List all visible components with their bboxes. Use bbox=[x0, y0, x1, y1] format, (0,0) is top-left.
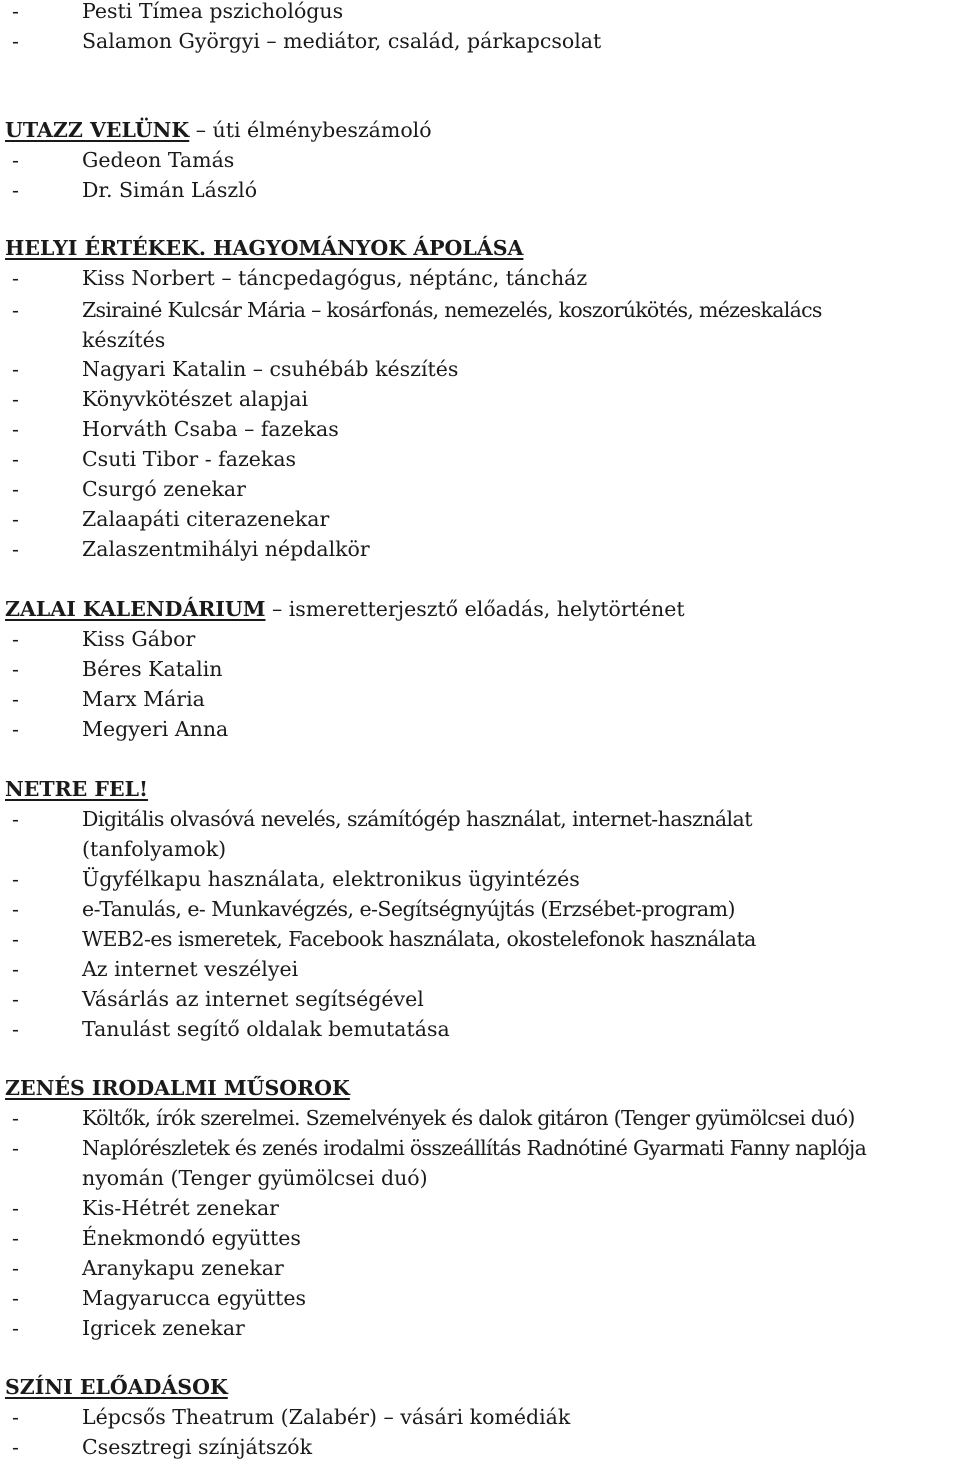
list-item-text: Csuti Tibor - fazekas bbox=[82, 447, 297, 471]
list-item-text: Magyarucca együttes bbox=[82, 1286, 307, 1310]
bullet-dash: - bbox=[12, 1196, 19, 1220]
list-item-text: Megyeri Anna bbox=[82, 717, 229, 741]
bullet-dash: - bbox=[12, 1226, 19, 1250]
bullet-dash: - bbox=[12, 148, 19, 172]
list-item-text: e-Tanulás, e- Munkavégzés, e-Segítségnyújtás (Erzsébet-program) bbox=[82, 897, 735, 921]
list-item-text: Tanulást segítő oldalak bemutatása bbox=[82, 1017, 450, 1041]
bullet-dash: - bbox=[12, 1435, 19, 1459]
list-item-text: Nagyari Katalin – csuhébáb készítés bbox=[82, 357, 459, 381]
bullet-dash: - bbox=[12, 447, 19, 471]
bullet-dash: - bbox=[12, 298, 19, 322]
section-title: ZENÉS IRODALMI MŰSOROK bbox=[5, 1076, 350, 1100]
list-item-text: Béres Katalin bbox=[82, 657, 223, 681]
bullet-dash: - bbox=[12, 1316, 19, 1340]
list-item-text: Kiss Norbert – táncpedagógus, néptánc, táncház bbox=[82, 266, 588, 290]
bullet-dash: - bbox=[12, 178, 19, 202]
bullet-dash: - bbox=[12, 477, 19, 501]
list-item-text: Naplórészletek és zenés irodalmi összeállítás Radnótiné Gyarmati Fanny naplója bbox=[82, 1136, 867, 1160]
bullet-dash: - bbox=[12, 1136, 19, 1160]
bullet-dash: - bbox=[12, 266, 19, 290]
list-item-text: nyomán (Tenger gyümölcsei duó) bbox=[82, 1166, 428, 1190]
list-item-text: Marx Mária bbox=[82, 687, 205, 711]
bullet-dash: - bbox=[12, 357, 19, 381]
list-item-text: Kiss Gábor bbox=[82, 627, 196, 651]
bullet-dash: - bbox=[12, 1256, 19, 1280]
list-item-text: Csesztregi színjátszók bbox=[82, 1435, 313, 1459]
bullet-dash: - bbox=[12, 29, 19, 53]
bullet-dash: - bbox=[12, 687, 19, 711]
list-item-text: Aranykapu zenekar bbox=[82, 1256, 284, 1280]
section-subtitle: – úti élménybeszámoló bbox=[189, 118, 432, 142]
list-item-text: Igricek zenekar bbox=[82, 1316, 245, 1340]
list-item-text: Vásárlás az internet segítségével bbox=[82, 987, 424, 1011]
list-item-text: Lépcsős Theatrum (Zalabér) – vásári komédiák bbox=[82, 1405, 571, 1429]
list-item-text: WEB2-es ismeretek, Facebook használata, okostelefonok használata bbox=[82, 927, 756, 951]
bullet-dash: - bbox=[12, 987, 19, 1011]
bullet-dash: - bbox=[12, 1286, 19, 1310]
bullet-dash: - bbox=[12, 1405, 19, 1429]
list-item-text: Az internet veszélyei bbox=[82, 957, 299, 981]
bullet-dash: - bbox=[12, 1017, 19, 1041]
bullet-dash: - bbox=[12, 1106, 19, 1130]
section-title: HELYI ÉRTÉKEK. HAGYOMÁNYOK ÁPOLÁSA bbox=[5, 236, 524, 260]
section-title: NETRE FEL! bbox=[5, 777, 149, 801]
bullet-dash: - bbox=[12, 387, 19, 411]
bullet-dash: - bbox=[12, 507, 19, 531]
list-item-text: Digitális olvasóvá nevelés, számítógép használat, internet-használat bbox=[82, 807, 752, 831]
section-title: UTAZZ VELÜNK bbox=[5, 118, 190, 142]
bullet-dash: - bbox=[12, 897, 19, 921]
list-item-text: Gedeon Tamás bbox=[82, 148, 235, 172]
list-item-text: Zsirainé Kulcsár Mária – kosárfonás, nemezelés, koszorúkötés, mézeskalács bbox=[82, 298, 822, 322]
list-item-text: Zalaszentmihályi népdalkör bbox=[82, 537, 370, 561]
list-item-text: Ügyfélkapu használata, elektronikus ügyintézés bbox=[82, 867, 580, 891]
bullet-dash: - bbox=[12, 717, 19, 741]
bullet-dash: - bbox=[12, 807, 19, 831]
bullet-dash: - bbox=[12, 627, 19, 651]
bullet-dash: - bbox=[12, 0, 19, 23]
bullet-dash: - bbox=[12, 867, 19, 891]
list-item-text: Könyvkötészet alapjai bbox=[82, 387, 309, 411]
bullet-dash: - bbox=[12, 417, 19, 441]
list-item-text: Horváth Csaba – fazekas bbox=[82, 417, 339, 441]
section-title: ZALAI KALENDÁRIUM bbox=[5, 597, 266, 621]
list-item-text: Költők, írók szerelmei. Szemelvények és dalok gitáron (Tenger gyümölcsei duó) bbox=[82, 1106, 855, 1130]
list-item-text: Kis-Hétrét zenekar bbox=[82, 1196, 279, 1220]
list-item-text: Énekmondó együttes bbox=[82, 1226, 301, 1250]
section-subtitle: – ismeretterjesztő előadás, helytörténet bbox=[265, 597, 685, 621]
list-item-text: (tanfolyamok) bbox=[82, 837, 227, 861]
bullet-dash: - bbox=[12, 957, 19, 981]
list-item-text: Csurgó zenekar bbox=[82, 477, 246, 501]
bullet-dash: - bbox=[12, 927, 19, 951]
list-item-text: Dr. Simán László bbox=[82, 178, 258, 202]
section-title: SZÍNI ELŐADÁSOK bbox=[5, 1375, 228, 1399]
bullet-dash: - bbox=[12, 657, 19, 681]
list-item-text: Pesti Tímea pszichológus bbox=[82, 0, 344, 23]
list-item-text: készítés bbox=[82, 328, 166, 352]
bullet-dash: - bbox=[12, 537, 19, 561]
list-item-text: Zalaapáti citerazenekar bbox=[82, 507, 330, 531]
list-item-text: Salamon Györgyi – mediátor, család, párkapcsolat bbox=[82, 29, 602, 53]
